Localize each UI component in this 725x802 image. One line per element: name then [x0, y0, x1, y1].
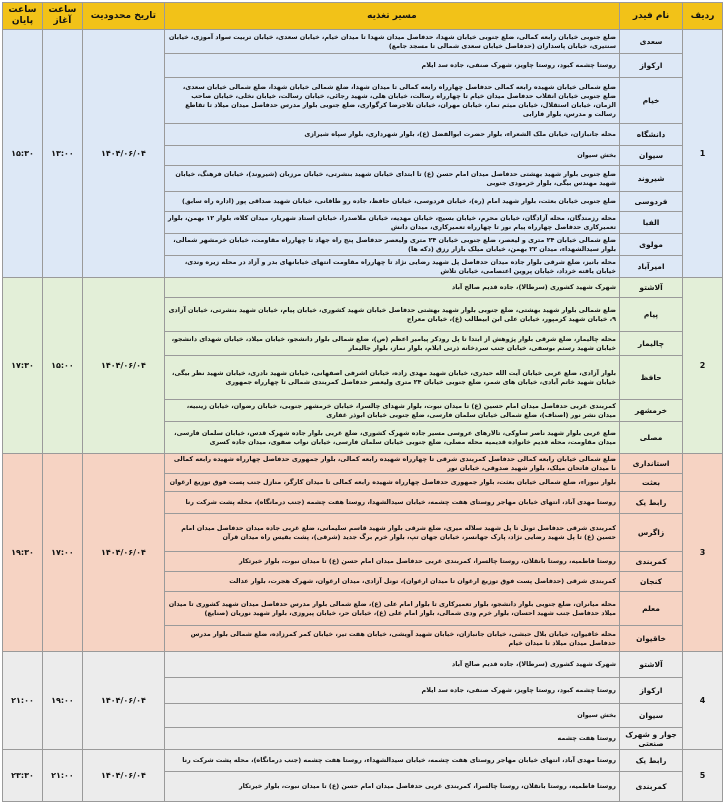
table-row [3, 750, 723, 772]
header-route: مسیر تغذیه [164, 3, 619, 30]
route-description: شهرک شهید کشوری (سرطالا)، جاده قدیم صالح آباد [164, 278, 619, 298]
feeder-name: الفبا [620, 212, 683, 234]
outage-date: ۱۴۰۴/۰۶/۰۴ [82, 750, 164, 802]
route-description: محله بانیز، ضلع شرقی بلوار جاده میدان حدفاصل پل شهید رضایی نژاد تا چهارراه مقاومت انتهای خیابانهای بدر و آزاد در محله زیره وندی، خیابان یافته خرداد، خیابان پروین اعتصامی، خیابان تلاش [164, 256, 619, 278]
start-time: ۱۷:۰۰ [42, 454, 82, 652]
feeder-name: پیام [620, 298, 683, 332]
feeder-name: دانشگاه [620, 124, 683, 146]
feeder-name: معلم [620, 592, 683, 626]
end-time: ۱۵:۳۰ [3, 30, 43, 278]
feeder-name: سیوان [620, 146, 683, 166]
feeder-name: چالیمار [620, 332, 683, 356]
route-description: کمربندی شرقی (حدفاصل پست فوق توزیع ارغوان تا میدان ارغوان)، تونل آزادی، میدان ارغوان، شهرک هجرت، بلوار عدالت [164, 572, 619, 592]
route-description: ضلع جنوبی خیابان رابعه کمالی، ضلع جنوبی خیابان شهدا، حدفاصل میدان شهدا تا میدان خیام، خیابان سعدی، خیابان تربیت سواد آموزی، خیابان سنتیری، خیابان پاسداران (حدفاصل خیابان سعدی شمالی تا مسجد جامع) [164, 30, 619, 54]
feeder-name: کمربندی [620, 772, 683, 802]
end-time: ۲۱:۰۰ [3, 652, 43, 750]
end-time: ۱۹:۳۰ [3, 454, 43, 652]
route-description: روستا مهدی آباد، انتهای خیابان مهاجر روستای هفت چشمه، خیابان سیدالشهدا، روستا هفت چشمه (جنب درمانگاه)، محله پشت شرکت رنا [164, 492, 619, 514]
route-description: روستا فاطمیه، روستا بانقلان، روستا چالسرا، کمربندی غربی حدفاصل میدان امام حسن (ع) تا میدان نبوت، بلوار خیرتکار [164, 772, 619, 802]
table-row [3, 278, 723, 298]
feeder-name: مولوی [620, 234, 683, 256]
route-description: محله رزمندگان، محله آزادگان، خیابان محرم، خیابان بسیج، خیابان مهدیه، خیابان ملاصدرا، خیابان استاد شهریار، میدان کلاه، بلوار ۱۲ بهمن، بلوار تعمیرکاری حدفاصل چهارراه پیام نور تا چهارراه تعمیرکاری، میدان دانش [164, 212, 619, 234]
route-description: محله جانبازان، خیابان ملک الشعراء، بلوار حضرت ابوالفضل (ع)، بلوار شهرداری، بلوار سپاه شیرازی [164, 124, 619, 146]
feeder-name: جوار و شهرک صنعتی [620, 728, 683, 750]
route-description: محله میانران، ضلع جنوبی بلوار دانشجو، بلوار تعمیرکاری تا بلوار امام علی (ع)، ضلع شمالی بلوار مدرس حدفاصل میدان شهید کشوری تا میدان میلاد حدفاصل جنب شهید احسان، بلوار خرم ودی شمالی، بلوار امام علی (ع)، خیابان حر، خیابان پیروزی، بلوار شهید نوریان (صنایع) [164, 592, 619, 626]
feeder-name: رابط یک [620, 492, 683, 514]
route-description: شهرک شهید کشوری (سرطالا)، جاده قدیم صالح آباد [164, 652, 619, 678]
group-number: 3 [683, 454, 723, 652]
outage-date: ۱۴۰۴/۰۶/۰۴ [82, 652, 164, 750]
feeder-name: فردوسی [620, 192, 683, 212]
group-number: 4 [683, 652, 723, 750]
feeder-name: آلاشتو [620, 278, 683, 298]
start-time: ۱۹:۰۰ [42, 652, 82, 750]
route-description: ضلع جنوبی بلوار شهید بهشتی حدفاصل میدان امام حسن (ع) تا ابتدای خیابان شهید بنشرتی، خیابان مرزبان (شیروند)، خیابان فرهنگ، خیابان شهید مهندس بیگی، بلوار خرمودی جنوبی [164, 166, 619, 192]
group-number: 5 [683, 750, 723, 802]
route-description: کمربندی شرقی حدفاصل تونل تا پل شهید سلاله میری، ضلع شرقی بلوار شهید قاسم سلیمانی، ضلع غربی جاده میدان حدفاصل میدان امام حسین (ع) تا پل شهید رضایی نژاد، پارک جهانسر، خیابان جهان تپ، بلوار خرم برگ جدید (شرقی)، پشت بقیس راه میدان قرآن [164, 514, 619, 552]
outage-date: ۱۴۰۴/۰۶/۰۴ [82, 454, 164, 652]
route-description: بخش سیوان [164, 704, 619, 728]
feeder-name: رابط یک [620, 750, 683, 772]
table-row [3, 652, 723, 678]
route-description: بلوار نبوراء، ضلع شمالی خیابان بعثت، بلوار جمهوری حدفاصل چهارراه شهیده رابعه کمالی تا میدان کارگر، منازل جنب پست فوق توزیع ارغوان [164, 474, 619, 492]
feeder-name: ارکواز [620, 678, 683, 704]
outage-schedule-table [2, 2, 723, 802]
route-description: روستا چشمه کبود، روستا چاویز، شهرک صنفی، جاده سد ایلام [164, 54, 619, 78]
feeder-name: کمربندی [620, 552, 683, 572]
route-description: محله خاقیوان، خیابان بلال حبشی، خیابان جانبازان، خیابان شهید آویشی، خیابان هفت تیر، خیابان کمر کمرزاده، ضلع شمالی بلوار مدرس حدفاصل میدان میلاد تا میدان خیام [164, 626, 619, 652]
feeder-name: حافظ [620, 356, 683, 400]
header-row [3, 3, 723, 30]
route-description: ضلع شمالی خیابان رابعه کمالی حدفاصل کمربندی شرقی تا چهارراه شهیده رابعه کمالی، بلوار جمهوری حدفاصل چهارراه شهیده رابعه کمالی تا میدان فاتحان میلک، بلوار شهید صدوقی، خیابان نور [164, 454, 619, 474]
start-time: ۲۱:۰۰ [42, 750, 82, 802]
route-description: ضلع غربی بلوار شهید ناصر ساوکی، تالارهای عروسی مسیر جاده شهرک کشوری، ضلع غربی بلوار جاده شهرک قدس، خیابان سلمان فارسی، میدان مقاومت، محله قدیم خانواده قدیمیه محله مصلی، ضلع جنوبی خیابان سلمان فارسی، خیابان نواب صفوی، میدان جاده کسری [164, 422, 619, 454]
route-description: روستا مهدی آباد، انتهای خیابان مهاجر روستای هفت چشمه، خیابان سیدالشهداء، روستا هفت چشمه (جنب درمانگاه)، محله پشت شرکت رنا [164, 750, 619, 772]
route-description: روستا چشمه کبود، روستا چاویز، شهرک صنفی، جاده سد ایلام [164, 678, 619, 704]
header-row-no: ردیف [683, 3, 723, 30]
feeder-name: بعثت [620, 474, 683, 492]
feeder-name: شیروند [620, 166, 683, 192]
feeder-name: خاقیوان [620, 626, 683, 652]
header-date: تاریخ محدودیت [82, 3, 164, 30]
header-end: ساعت پایان [3, 3, 43, 30]
route-description: ضلع جنوبی خیابان بعثت، بلوار شهید امام (ره)، خیابان فردوسی، خیابان حافظ، جاده رو طاقانی، خیابان شهید صداقی پور (اداره راه سابق) [164, 192, 619, 212]
feeder-name: خیام [620, 78, 683, 124]
feeder-name: کنجان [620, 572, 683, 592]
feeder-name: زاگرس [620, 514, 683, 552]
route-description: کمربندی غربی حدفاصل میدان امام حسین (ع) تا میدان نبوت، بلوار شهدای چالسرا، خیابان خرمشهر جنوبی، خیابان رضوان، خیابان زینبیه، میدان نشر نور (اصناف)، ضلع شمالی خیابان سلمان فارسی، ضلع جنوبی خیابان ابوذر غفاری [164, 400, 619, 422]
route-description: محله چالیمار، ضلع شرقی بلوار پژوهش از ابتدا تا پل رودکر پیامبر اعظم (ص)، ضلع شمالی بلوار دانشجو، خیابان میلاد، خیابان شهدای دانشجو، خیابان شهید رستم بوسفی، خیابان جنب سردخانه ذرتی ابلام، بلوار نماز، بلوار جالیمار [164, 332, 619, 356]
outage-date: ۱۴۰۴/۰۶/۰۴ [82, 30, 164, 278]
table-row [3, 30, 723, 54]
feeder-name: ارکواز [620, 54, 683, 78]
header-start: ساعت آغاز [42, 3, 82, 30]
route-description: روستا فاطمیه، روستا بانقلان، روستا چالسرا، کمربندی غربی حدفاصل میدان امام حسن (ع) تا میدان نبوت، بلوار خیرتکار [164, 552, 619, 572]
group-number: 2 [683, 278, 723, 454]
end-time: ۲۳:۳۰ [3, 750, 43, 802]
route-description: ضلع شمالی بلوار شهید بهشتی، ضلع جنوبی بلوار شهید بهشتی حدفاصل خیابان شهید کشوری، خیابان پیام، خیابان شهید بنشرتی، خیابان آزادی ۹، خیابان شهید کرمپور، خیابان علی ابن ابیطالب (ع)، خیابان معراج [164, 298, 619, 332]
outage-date: ۱۴۰۴/۰۶/۰۴ [82, 278, 164, 454]
group-number: 1 [683, 30, 723, 278]
route-description: روستا هفت چشمه [164, 728, 619, 750]
start-time: ۱۵:۰۰ [42, 278, 82, 454]
table-row [3, 454, 723, 474]
route-description: ضلع شمالی خیابان ۲۴ متری و لیعصر، ضلع جنوبی خیابان ۲۴ متری ولیعصر حدفاصل پنج راه جهاد تا چهارراه مقاومت، خیابان خرمشهر شمالی، بلوار سیدالشهداء، میدان ۲۲ بهمن، خیابان میلک بازار رزق (دکه ها) [164, 234, 619, 256]
feeder-name: آلاشتو [620, 652, 683, 678]
feeder-name: سیوان [620, 704, 683, 728]
feeder-name: مصلی [620, 422, 683, 454]
feeder-name: استانداری [620, 454, 683, 474]
route-description: بخش سیوان [164, 146, 619, 166]
feeder-name: امیرآباد [620, 256, 683, 278]
route-description: بلوار آزادی، ضلع غربی خیابان آیت الله حیدری، خیابان شهید مهدی زاده، خیابان اشرفی اصفهانی، خیابان شهید نادری، خیابان شهید نظر بیگی، خیابان شهید خاتم آبادی، خیابان های شمر، ضلع جنوبی خیابان ۲۴ متری ولیعصر حدفاصل کمربندی شمالی تا چهارراه جمهوری [164, 356, 619, 400]
end-time: ۱۷:۳۰ [3, 278, 43, 454]
start-time: ۱۳:۰۰ [42, 30, 82, 278]
feeder-name: خرمشهر [620, 400, 683, 422]
feeder-name: سعدی [620, 30, 683, 54]
route-description: ضلع شمالی خیابان شهیده رابعه کمالی حدفاصل چهارراه رابعه کمالی تا میدان شهدا، ضلع شمالی خیابان شهدا، ضلع شمالی خیابان سعدی، ضلع جنوبی خیابان انقلاب حدفاصل میدان خیام تا چهارراه رسالت، خیابان هلی، شهید رجائی، خیابان رسالت، خیابان نخلی، خیابان صاحب الزمان، خیابان استقلال، خیابان میثم تمار، خیابان مهران، خیابان تلاجرضا کرگواری، ضلع جنوبی بلوار مدرس حدفاصل میدان میلاد تا تقاطع رسالت و مدرس، بلوار فارابی [164, 78, 619, 124]
header-feeder: نام فیدر [620, 3, 683, 30]
